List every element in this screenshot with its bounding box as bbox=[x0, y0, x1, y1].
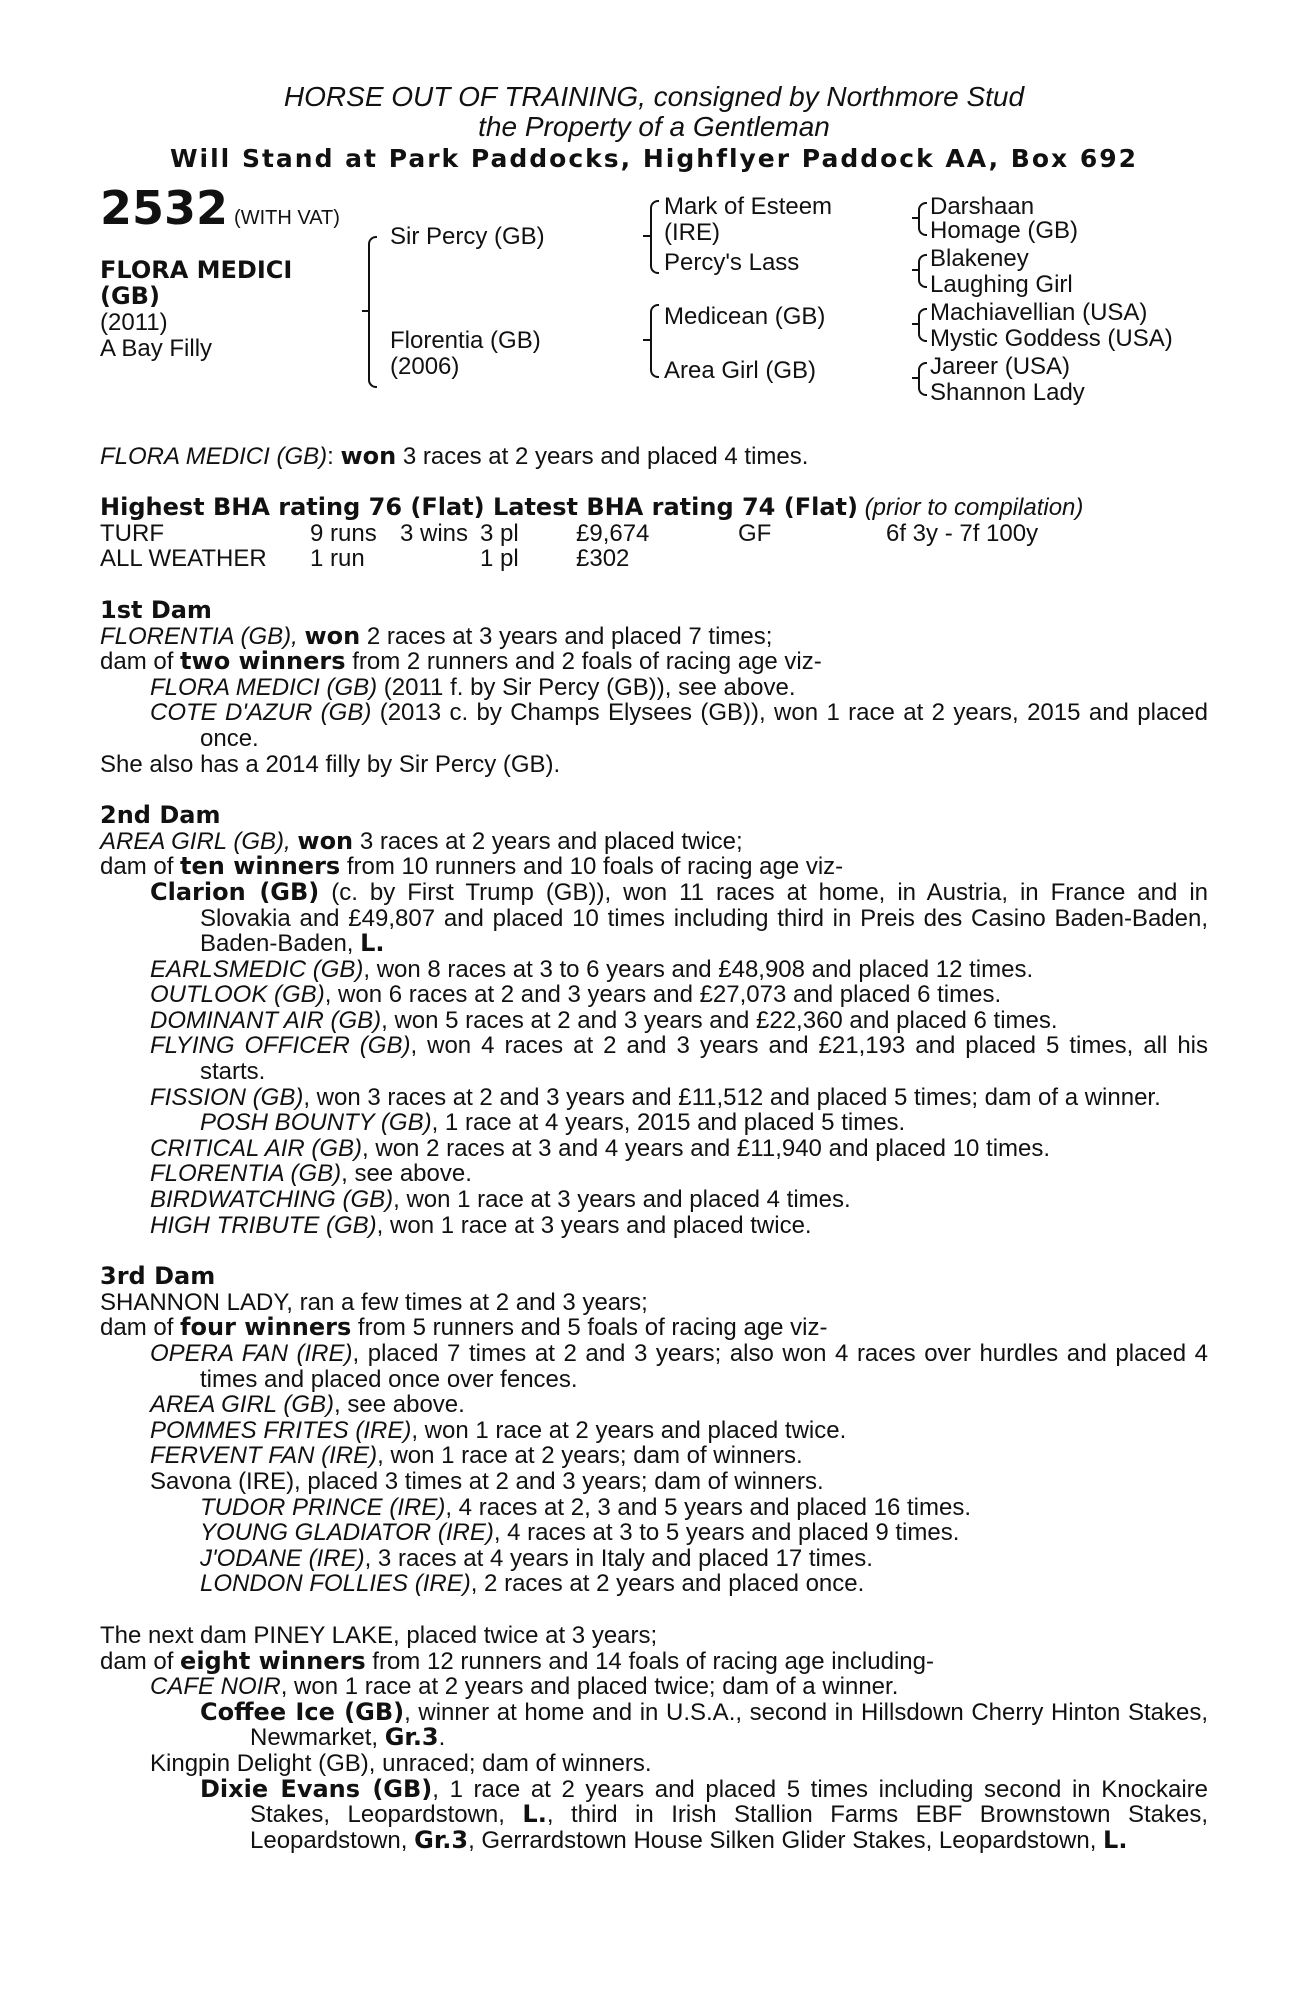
list-item: CAFE NOIR, won 1 race at 2 years and placed twice; dam of a winner. bbox=[150, 1673, 899, 1701]
list-item: FISSION (GB), won 3 races at 2 and 3 years and £11,512 and placed 5 times; dam of a winner. bbox=[150, 1083, 1161, 1111]
table-row: TURF 9 runs 3 wins 3 pl £9,674 GF 6f 3y - 7f 100y bbox=[100, 519, 1039, 547]
list-item: FLORA MEDICI (GB) (2011 f. by Sir Percy (GB)), see above. bbox=[150, 673, 796, 701]
brace-point bbox=[912, 377, 919, 379]
brace-g3 bbox=[918, 308, 927, 342]
list-item: COTE D'AZUR (GB) (2013 c. by Champs Elysees (GB)), won 1 race at 2 years, 2015 and placed once. bbox=[150, 699, 1208, 752]
brace-g4 bbox=[918, 362, 927, 396]
dam-dam: Area Girl (GB) bbox=[664, 356, 817, 384]
list-item: TUDOR PRINCE (IRE), 4 races at 2, 3 and 5 years and placed 16 times. bbox=[200, 1493, 971, 1521]
sire-dam: Percy's Lass bbox=[664, 248, 800, 276]
list-item: FLORENTIA (GB), see above. bbox=[150, 1160, 472, 1188]
lot-line bbox=[100, 180, 340, 235]
list-item: HIGH TRIBUTE (GB), won 1 race at 3 years and placed twice. bbox=[150, 1211, 812, 1239]
list-item: AREA GIRL (GB), see above. bbox=[150, 1391, 465, 1419]
third-dam-section: 3rd Dam SHANNON LADY, ran a few times at 2 and 3 years; dam of four winners from 5 runners and 5 foals of racing age viz- OPERA FAN (IRE), placed 7 times at 2 and 3 years; also won 4 races over hurdles and placed 4 times and placed once over fences. AREA GIRL (GB), see above. POMMES FRITES (IRE), won 1 race at 2 years and placed twice. FERVENT FAN (IRE), won 1 race at 2 years; dam of winners. Savona (IRE), placed 3 times at 2 and 3 years; dam of winners. TUDOR PRINCE (IRE), 4 races at 2, 3 and 5 years and placed 16 times. YOUNG GLADIATOR (IRE), 4 races at 3 to 5 years and placed 9 times. J'ODANE (IRE), 3 races at 4 years in Italy and placed 17 times. LONDON FOLLIES (IRE), 2 races at 2 years and placed once. bbox=[100, 1262, 1208, 1598]
sire: Sir Percy (GB) bbox=[390, 222, 545, 250]
list-item: OUTLOOK (GB), won 6 races at 2 and 3 years and £27,073 and placed 6 times. bbox=[150, 981, 1002, 1009]
horse-name: FLORA MEDICI bbox=[100, 255, 293, 284]
list-item: CRITICAL AIR (GB), won 2 races at 3 and 4 years and £11,940 and placed 10 times. bbox=[150, 1134, 1051, 1162]
dam-sire: Medicean (GB) bbox=[664, 302, 826, 330]
grandparent-5: Machiavellian (USA) bbox=[930, 298, 1148, 326]
dam-year: (2006) bbox=[390, 352, 460, 380]
list-item: LONDON FOLLIES (IRE), 2 races at 2 years and placed once. bbox=[200, 1570, 865, 1598]
list-item: POMMES FRITES (IRE), won 1 race at 2 years and placed twice. bbox=[150, 1416, 847, 1444]
grandparent-3: Blakeney bbox=[930, 244, 1029, 272]
next-dam-section: The next dam PINEY LAKE, placed twice at 3 years; dam of eight winners from 12 runners and 14 foals of racing age including- CAFE NOIR, won 1 race at 2 years and placed twice; dam of a winner. Coffee Ice (GB), winner at home and in U.S.A., second in Hillsdown Cherry Hinton Stakes, Newmarket, Gr.3. Kingpin Delight (GB), unraced; dam of winners. Dixie Evans (GB), 1 race at 2 years and placed 5 times including second in Knockaire Stakes, Leopardstown, L., third in Irish Stallion Farms EBF Brownstown Stakes, Leopardstown, Gr.3, Gerrardstown House Silken Glider Stakes, Leopardstown, L. bbox=[100, 1621, 1208, 1854]
section-heading: 3rd Dam bbox=[100, 1262, 216, 1291]
grandparent-7: Jareer (USA) bbox=[930, 352, 1071, 380]
section-heading: 2nd Dam bbox=[100, 801, 221, 830]
grandparent-2: Homage (GB) bbox=[930, 216, 1079, 244]
list-item: Dixie Evans (GB), 1 race at 2 years and placed 5 times including second in Knockaire Stakes, Leopardstown, L., third in Irish Stallion Farms EBF Brownstown Stakes, Leopardstown, Gr.3, Gerrardstown House Silken Glider Stakes, Leopardstown, L. bbox=[200, 1774, 1208, 1854]
list-item: POSH BOUNTY (GB), 1 race at 4 years, 2015 and placed 5 times. bbox=[200, 1109, 906, 1137]
brace-dam-parents bbox=[650, 304, 659, 378]
rating-line: Highest BHA rating 76 (Flat) Latest BHA rating 74 (Flat) (prior to compilation) bbox=[100, 493, 1084, 522]
lot-number: 2532 bbox=[100, 180, 229, 235]
catalogue-page bbox=[100, 82, 1208, 1853]
horse-description: A Bay Filly bbox=[100, 334, 213, 362]
brace-g2 bbox=[918, 254, 927, 288]
brace-point bbox=[362, 310, 369, 312]
horse-name-country: (GB) bbox=[100, 281, 160, 310]
header-consignor: HORSE OUT OF TRAINING, consigned by Northmore Stud bbox=[283, 81, 1025, 112]
list-item: EARLSMEDIC (GB), won 8 races at 3 to 6 years and £48,908 and placed 12 times. bbox=[150, 955, 1034, 983]
header-location: Will Stand at Park Paddocks, Highflyer Paddock AA, Box 692 bbox=[169, 144, 1139, 173]
list-item: BIRDWATCHING (GB), won 1 race at 3 years and placed 4 times. bbox=[150, 1186, 851, 1214]
brace-g1 bbox=[918, 202, 927, 236]
race-record-table bbox=[100, 521, 1038, 572]
brace-point bbox=[643, 235, 650, 237]
brace-point bbox=[643, 339, 650, 341]
grandparent-8: Shannon Lady bbox=[930, 378, 1085, 406]
brace-point bbox=[912, 217, 919, 219]
grandparent-1: Darshaan bbox=[930, 192, 1035, 220]
list-item: FLYING OFFICER (GB), won 4 races at 2 and 3 years and £21,193 and placed 5 times, all his starts. bbox=[150, 1032, 1209, 1086]
list-item: Coffee Ice (GB), winner at home and in U.S.A., second in Hillsdown Cherry Hinton Stakes, Newmarket, Gr.3. bbox=[200, 1697, 1208, 1752]
list-item: OPERA FAN (IRE), placed 7 times at 2 and 3 years; also won 4 races over hurdles and placed 4 times and placed once over fences. bbox=[150, 1340, 1208, 1393]
list-item: Kingpin Delight (GB), unraced; dam of winners. bbox=[150, 1749, 652, 1777]
header-property: the Property of a Gentleman bbox=[478, 111, 830, 142]
list-item: J'ODANE (IRE), 3 races at 4 years in Italy and placed 17 times. bbox=[200, 1544, 873, 1572]
list-item: YOUNG GLADIATOR (IRE), 4 races at 3 to 5 years and placed 9 times. bbox=[200, 1519, 960, 1547]
list-item: Clarion (GB) (c. by First Trump (GB)), won 11 races at home, in Austria, in France and in Slovakia and £49,807 and placed 10 times including third in Preis des Casino Baden-Baden, Baden-Baden, L. bbox=[150, 877, 1208, 958]
brace-sire-dam bbox=[368, 236, 377, 388]
list-item: Savona (IRE), placed 3 times at 2 and 3 years; dam of winners. bbox=[150, 1467, 824, 1495]
list-item: FERVENT FAN (IRE), won 1 race at 2 years; dam of winners. bbox=[150, 1442, 803, 1470]
brace-point bbox=[912, 323, 919, 325]
brace-point bbox=[912, 269, 919, 271]
pedigree-block bbox=[100, 180, 1208, 442]
second-dam-section: 2nd Dam AREA GIRL (GB), won 3 races at 2 years and placed twice; dam of ten winners from 10 runners and 10 foals of racing age viz- Clarion (GB) (c. by First Trump (GB)), won 11 races at home, in Austria, in France and in Slovakia and £49,807 and placed 10 times including third in Preis des Casino Baden-Baden, Baden-Baden, L. EARLSMEDIC (GB), won 8 races at 3 to 6 years and £48,908 and placed 12 times. OUTLOOK (GB), won 6 races at 2 and 3 years and £27,073 and placed 6 times. DOMINANT AIR (GB), won 5 races at 2 and 3 years and £22,360 and placed 6 times. FLYING OFFICER (GB), won 4 races at 2 and 3 years and £21,193 and placed 5 times, all his starts. FISSION (GB), won 3 races at 2 and 3 years and £11,512 and placed 5 times; dam of a winner. POSH BOUNTY (GB), 1 race at 4 years, 2015 and placed 5 times. CRITICAL AIR (GB), won 2 races at 3 and 4 years and £11,940 and placed 10 times. FLORENTIA (GB), see above. BIRDWATCHING (GB), won 1 race at 3 years and placed 4 times. HIGH TRIBUTE (GB), won 1 race at 3 years and placed twice. bbox=[100, 801, 1209, 1239]
sire-sire: Mark of Esteem bbox=[664, 192, 833, 220]
dam: Florentia (GB) bbox=[390, 326, 541, 354]
foaling-year: (2011) bbox=[100, 308, 168, 336]
sire-sire-country: (IRE) bbox=[664, 218, 720, 246]
brace-sire-parents bbox=[650, 200, 659, 274]
vat-note: (WITH VAT) bbox=[234, 206, 340, 229]
list-item: DOMINANT AIR (GB), won 5 races at 2 and 3 years and £22,360 and placed 6 times. bbox=[150, 1006, 1058, 1034]
grandparent-6: Mystic Goddess (USA) bbox=[930, 324, 1173, 352]
table-row: ALL WEATHER 1 run 1 pl £302 bbox=[100, 545, 630, 573]
race-summary: FLORA MEDICI (GB): won 3 races at 2 years and placed 4 times. bbox=[100, 441, 809, 470]
first-dam-section: 1st Dam FLORENTIA (GB), won 2 races at 3 years and placed 7 times; dam of two winners from 2 runners and 2 foals of racing age viz- FLORA MEDICI (GB) (2011 f. by Sir Percy (GB)), see above. COTE D'AZUR (GB) (2013 c. by Champs Elysees (GB)), won 1 race at 2 years, 2015 and placed once. She also has a 2014 filly by Sir Percy (GB). bbox=[100, 595, 1208, 778]
section-heading: 1st Dam bbox=[100, 595, 212, 624]
grandparent-4: Laughing Girl bbox=[930, 270, 1073, 298]
